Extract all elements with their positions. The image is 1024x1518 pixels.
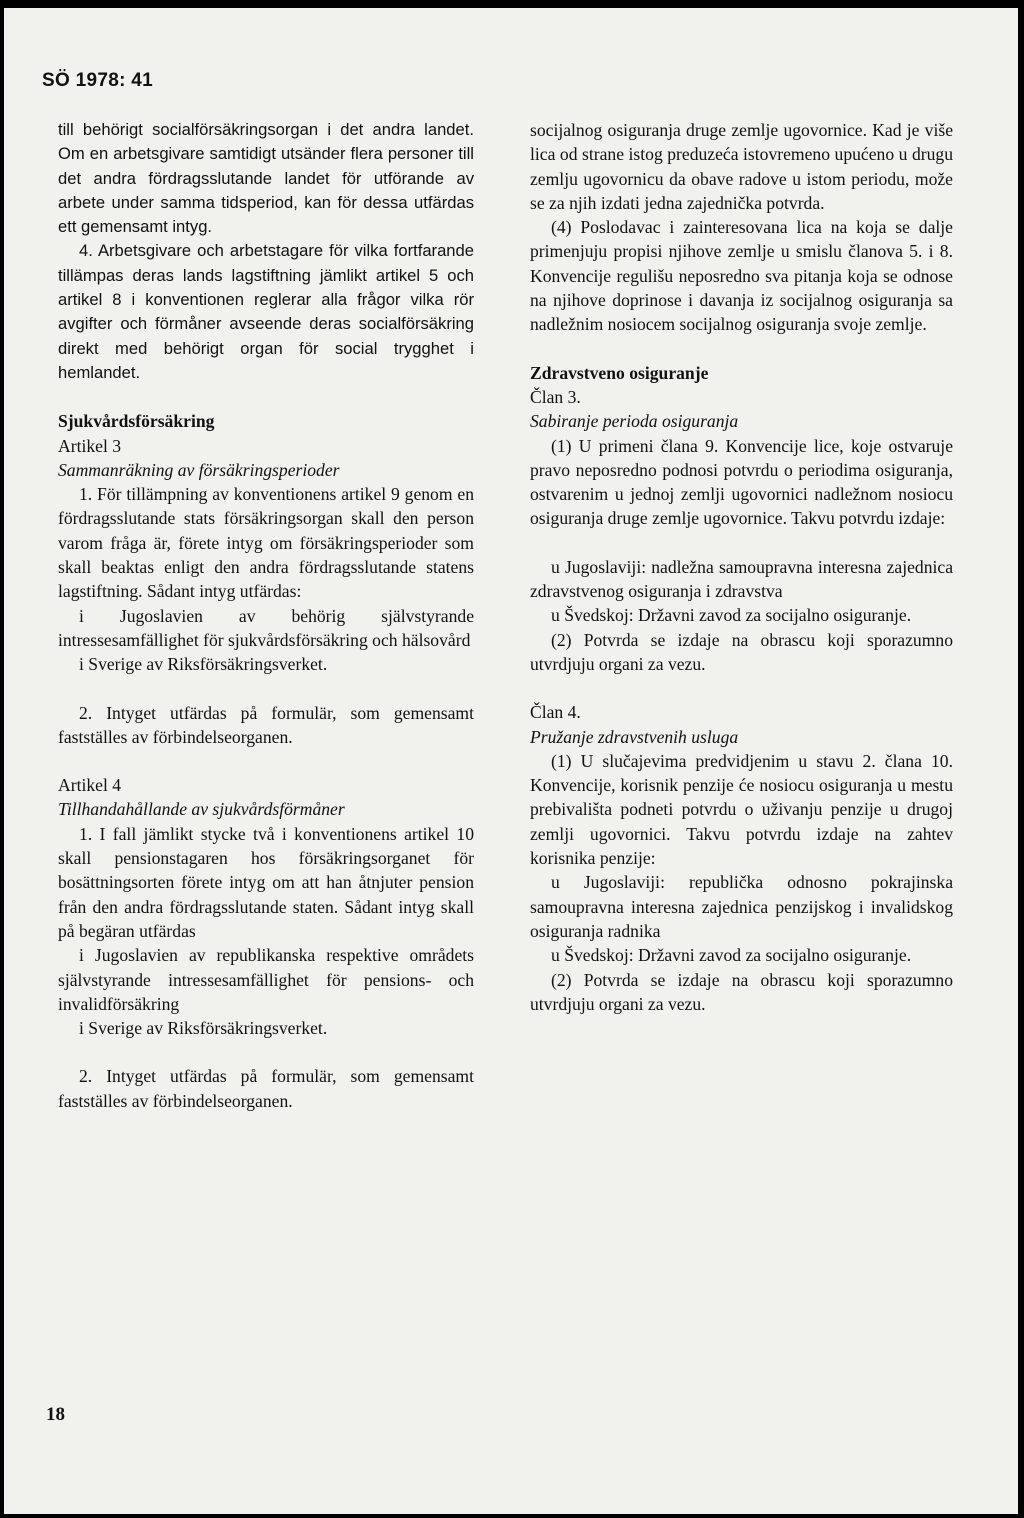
article-4-title: Član 4.	[530, 702, 581, 723]
article-4-paragraph-1: (1) U slučajevima predvidjenim u stavu 2. člana 10. Konvencije, korisnik penzije će nosiocu osiguranja u mestu prebivališta podneti potvrdu o uživanju penzije u drugoj zemlji ugovornici. Takvu potvrdu izdaje na zahtev korisnika penzije:	[530, 750, 953, 869]
spacer	[530, 337, 953, 361]
document-page	[4, 8, 1018, 1514]
article-3-title: Član 3.	[530, 386, 581, 407]
article-3-paragraph-1: (1) U primeni člana 9. Konvencije lice, koje ostvaruje pravo neposredno podnosi potvrdu o periodima osiguranja, ostvarenim u jednoj zemlji ugovornici nadležnom nosiocu osiguranja druge zemlje ugovornice. Takvu potvrdu izdaje:	[530, 435, 953, 529]
spacer	[530, 531, 953, 555]
article-4-paragraph-2: 2. Intyget utfärdas på formulär, som gemensamt fastställes av förbindelseorganen.	[58, 1066, 474, 1111]
section-heading: Zdravstveno osiguranje	[530, 362, 709, 383]
article-4-sweden: i Sverige av Riksförsäkringsverket.	[79, 1018, 328, 1039]
article-3-paragraph-2: (2) Potvrda se izdaje na obrascu koji sporazumno utvrdjuju organi za vezu.	[530, 629, 953, 674]
spacer	[530, 676, 953, 700]
article-4-subtitle: Pružanje zdravstvenih usluga	[530, 726, 739, 747]
article-3-sweden: u Švedskoj: Državni zavod za socijalno osiguranje.	[551, 605, 912, 626]
spacer	[58, 677, 474, 701]
article-3-paragraph-2: 2. Intyget utfärdas på formulär, som gemensamt fastställes av förbindelseorganen.	[58, 702, 474, 747]
article-4-yugoslavia: i Jugoslavien av republikanska respektive områdets självstyrande intressesamfällighet för pensions- och invalidförsäkring	[58, 945, 474, 1014]
article-4-sweden: u Švedskoj: Državni zavod za socijalno osiguranje.	[551, 945, 912, 966]
article-4-paragraph-2: (2) Potvrda se izdaje na obrascu koji sporazumno utvrdjuju organi za vezu.	[530, 969, 953, 1014]
serbo-croatian-column	[530, 118, 953, 1016]
article-3-title: Artikel 3	[58, 435, 122, 456]
article-3-subtitle: Sabiranje perioda osiguranja	[530, 411, 739, 432]
article-3-yugoslavia: i Jugoslavien av behörig självstyrande intressesamfällighet för sjukvårdsförsäkring och hälsovård	[58, 605, 474, 650]
article-3-yugoslavia: u Jugoslaviji: nadležna samoupravna interesna zajednica zdravstvenog osiguranja i zdravstva	[530, 556, 953, 602]
document-header: SÖ 1978: 41	[42, 70, 154, 91]
paragraph-4: 4. Arbetsgivare och arbetstagare för vilka fortfarande tillämpas deras lands lagstiftning jämlikt artikel 5 och artikel 8 i konventionen reglerar alla frågor vilka rör avgifter och förmåner avseende deras socialförsäkring direkt med behörigt organ för social trygghet i hemlandet.	[58, 241, 474, 382]
article-3-sweden: i Sverige av Riksförsäkringsverket.	[79, 654, 328, 675]
article-4-paragraph-1: 1. I fall jämlikt stycke två i konventionens artikel 10 skall pensionstagaren hos försäkringsorganet för bosättningsorten förete intyg om att han åtnjuter pension från den andra fördragsslutande staten. Sådant intyg skall på begäran utfärdas	[58, 823, 474, 941]
section-heading: Sjukvårdsförsäkring	[58, 411, 215, 432]
spacer	[58, 1040, 474, 1064]
article-3-paragraph-1: 1. För tillämpning av konventionens artikel 9 genom en fördragsslutande stats försäkringsorgan skall den person varom fråga är, förete intyg om försäkringsperioder som skall beaktas enligt den andra fördragsslutande statens lagstiftning. Sådant intyg utfärdas:	[58, 484, 474, 602]
spacer	[58, 385, 474, 409]
paragraph-4: (4) Poslodavac i zainteresovana lica na koja se dalje primenjuju propisi njihove zemlje u smislu članova 5. i 8. Konvencije regulišu neposredno sva pitanja koja se odnose na njihove doprinose i davanja iz socijalnog osiguranja sa nadležnim nosiocem socijalnog osiguranja svoje zemlje.	[530, 217, 953, 335]
swedish-column	[58, 118, 474, 1113]
paragraph-intro: till behörigt socialförsäkringsorgan i det andra landet. Om en arbetsgivare samtidigt utsänder flera personer till det andra fördragsslutande landet för utförande av arbete under samma tidsperiod, kan för dessa utfärdas ett gemensamt intyg.	[58, 120, 474, 237]
spacer	[58, 749, 474, 773]
page-number: 18	[46, 1404, 65, 1425]
article-4-yugoslavia: u Jugoslaviji: republička odnosno pokrajinska samoupravna interesna zajednica penzijskog i invalidskog osiguranja radnika	[530, 872, 953, 941]
paragraph-intro: socijalnog osiguranja druge zemlje ugovornice. Kad je više lica od strane istog preduzeća istovremeno upućeno u drugu zemlju ugovornicu da obave radove u istom periodu, može se za njih izdati jedna zajednička potvrda.	[530, 120, 953, 213]
article-4-subtitle: Tillhandahållande av sjukvårdsförmåner	[58, 799, 345, 820]
article-4-title: Artikel 4	[58, 775, 122, 796]
article-3-subtitle: Sammanräkning av försäkringsperioder	[58, 459, 340, 480]
